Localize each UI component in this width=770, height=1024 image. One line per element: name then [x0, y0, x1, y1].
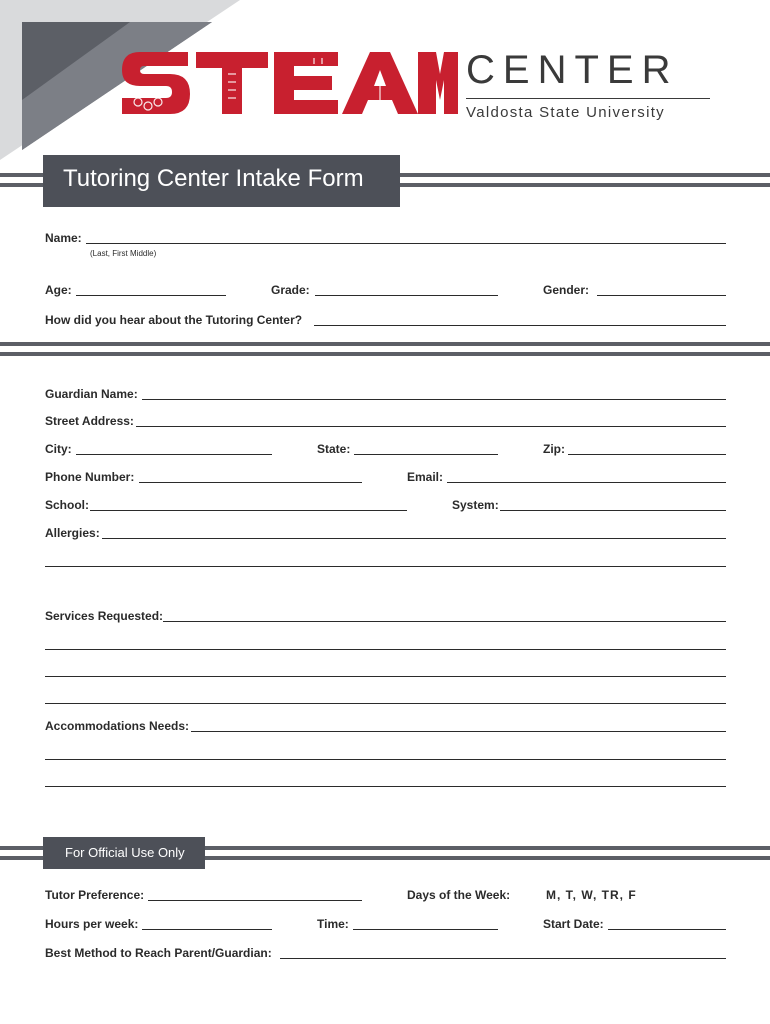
state-label: State: — [317, 442, 351, 456]
accommodations-field-line-2[interactable] — [45, 759, 726, 760]
hours-label: Hours per week: — [45, 917, 139, 931]
gender-label: Gender: — [543, 283, 590, 297]
street-label: Street Address: — [45, 414, 134, 428]
best-method-label: Best Method to Reach Parent/Guardian: — [45, 946, 272, 960]
university-name: Valdosta State University — [466, 104, 665, 121]
zip-field[interactable] — [568, 454, 726, 455]
school-label: School: — [45, 498, 89, 512]
name-hint: (Last, First Middle) — [90, 249, 157, 258]
heard-field[interactable] — [314, 325, 726, 326]
system-field[interactable] — [500, 510, 726, 511]
allergies-field[interactable] — [102, 538, 726, 539]
hours-field[interactable] — [142, 929, 272, 930]
phone-field[interactable] — [139, 482, 362, 483]
name-field[interactable] — [86, 243, 726, 244]
accommodations-field[interactable] — [191, 731, 726, 732]
zip-label: Zip: — [543, 442, 565, 456]
guardian-name-label: Guardian Name: — [45, 387, 138, 401]
center-wordmark: CENTER — [466, 48, 679, 92]
services-field-line-3[interactable] — [45, 676, 726, 677]
start-date-field[interactable] — [608, 929, 726, 930]
section-divider-band — [0, 339, 770, 363]
system-label: System: — [452, 498, 499, 512]
email-field[interactable] — [447, 482, 726, 483]
form-title-box — [43, 155, 400, 207]
tutor-preference-label: Tutor Preference: — [45, 888, 145, 902]
time-label: Time: — [317, 917, 349, 931]
start-date-label: Start Date: — [543, 917, 604, 931]
days-options[interactable]: M, T, W, TR, F — [546, 888, 637, 902]
age-label: Age: — [45, 283, 72, 297]
grade-field[interactable] — [315, 295, 498, 296]
best-method-field[interactable] — [280, 958, 726, 959]
school-field[interactable] — [90, 510, 407, 511]
wordmark-rule — [466, 98, 710, 99]
allergies-label: Allergies: — [45, 526, 100, 540]
name-label: Name: — [45, 231, 82, 245]
email-label: Email: — [407, 470, 444, 484]
time-field[interactable] — [353, 929, 498, 930]
services-field[interactable] — [163, 621, 726, 622]
steam-logo — [118, 44, 458, 122]
state-field[interactable] — [354, 454, 498, 455]
accommodations-field-line-3[interactable] — [45, 786, 726, 787]
city-field[interactable] — [76, 454, 272, 455]
guardian-name-field[interactable] — [142, 399, 726, 400]
allergies-field-line-2[interactable] — [45, 566, 726, 567]
age-field[interactable] — [76, 295, 226, 296]
street-field[interactable] — [136, 426, 726, 427]
phone-label: Phone Number: — [45, 470, 135, 484]
tutor-preference-field[interactable] — [148, 900, 362, 901]
official-use-box — [43, 837, 205, 869]
services-field-line-4[interactable] — [45, 703, 726, 704]
form-title: Tutoring Center Intake Form — [63, 165, 364, 192]
days-label: Days of the Week: — [407, 888, 511, 902]
gender-field[interactable] — [597, 295, 726, 296]
official-use-heading: For Official Use Only — [65, 845, 185, 860]
grade-label: Grade: — [271, 283, 310, 297]
services-label: Services Requested: — [45, 609, 164, 623]
services-field-line-2[interactable] — [45, 649, 726, 650]
city-label: City: — [45, 442, 72, 456]
heard-label: How did you hear about the Tutoring Center? — [45, 313, 303, 327]
accommodations-label: Accommodations Needs: — [45, 719, 190, 733]
